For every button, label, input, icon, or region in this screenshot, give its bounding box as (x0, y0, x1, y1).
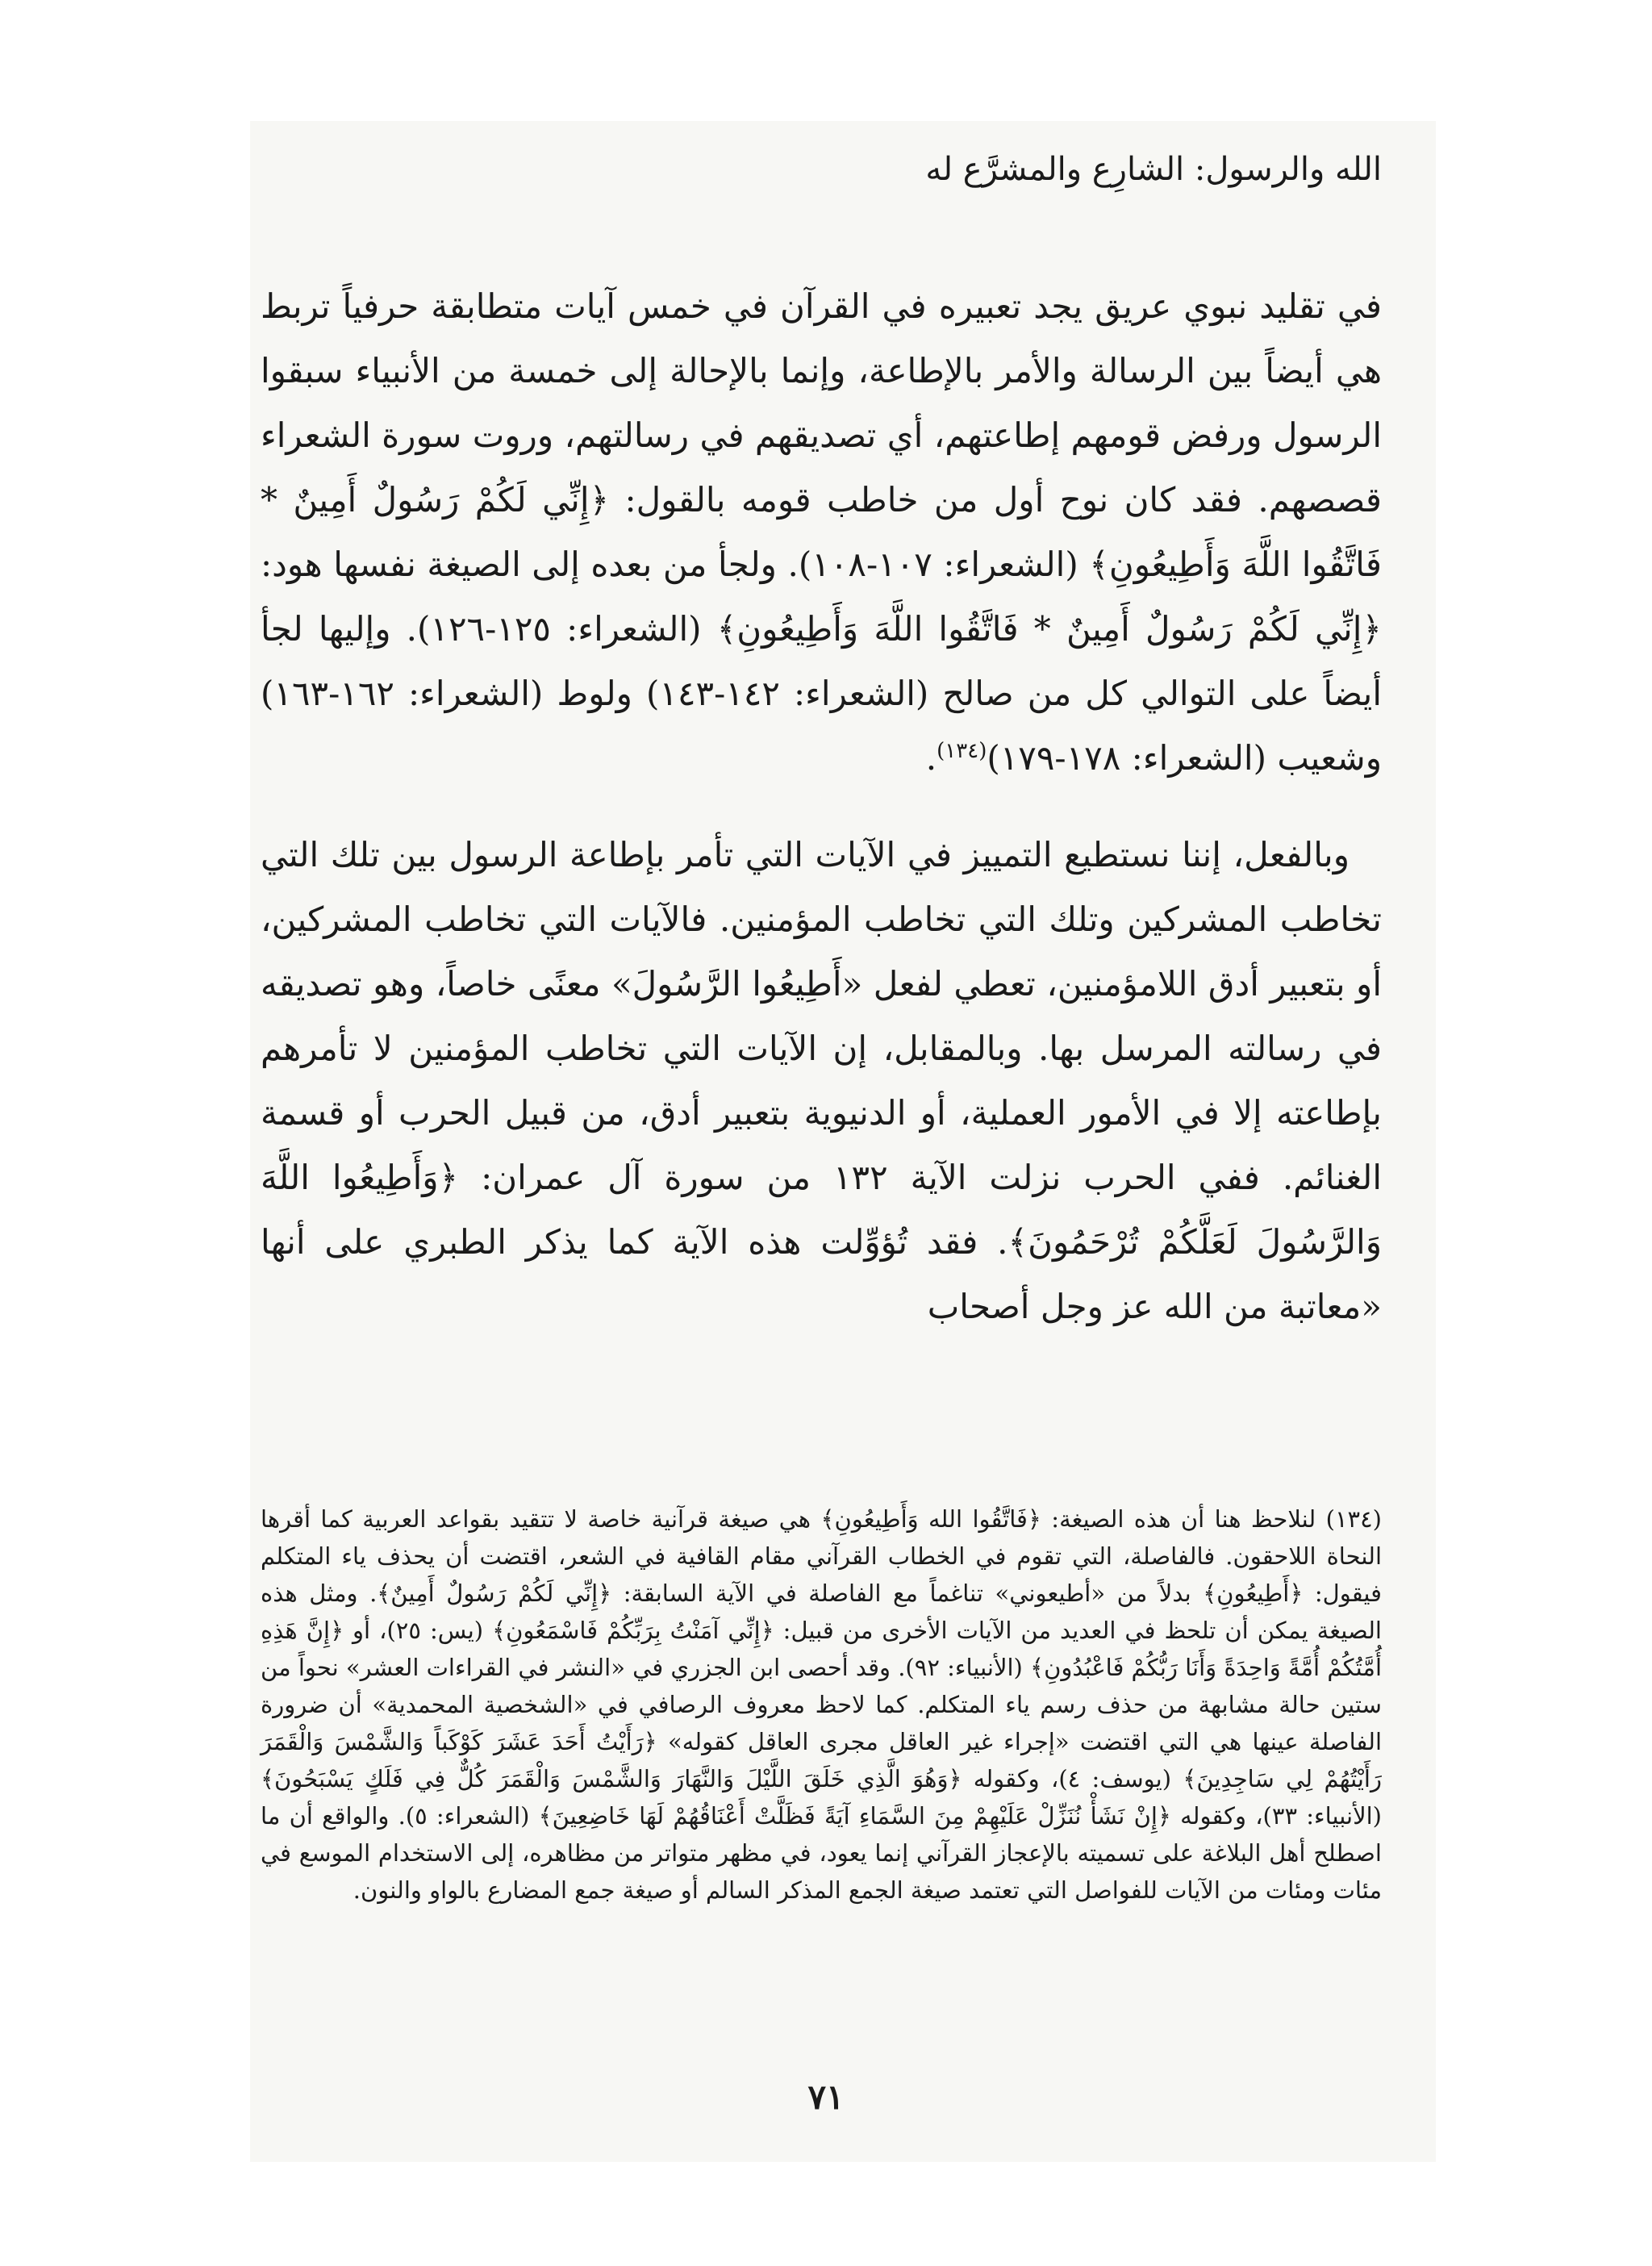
footnotes (261, 1500, 1382, 1909)
main-text (261, 274, 1382, 1339)
page-number: ٧١ (807, 2077, 845, 2117)
footnote: (١٣٤) لنلاحظ هنا أن هذه الصيغة: ﴿فَاتَّقُوا الله وَأَطِيعُونِ﴾ هي صيغة قرآنية خاصة لا تتقيد بقواعد العربية كما أقرها النحاة اللاحقون. فالفاصلة، التي تقوم في الخطاب القرآني مقام القافية في الشعر، اقتضت أن يحذف ياء المتكلم فيقول: ﴿أَطِيعُونِ﴾ بدلاً من «أطيعوني» تناغماً مع الفاصلة في الآية السابقة: ﴿إِنِّي لَكُمْ رَسُولٌ أَمِينٌ﴾. ومثل هذه الصيغة يمكن أن تلحظ في العديد من الآيات الأخرى من قبيل: ﴿إِنِّي آمَنْتُ بِرَبِّكُمْ فَاسْمَعُونِ﴾ (يس: ٢٥)، أو ﴿إِنَّ هَذِهِ أُمَّتُكُمْ أُمَّةً وَاحِدَةً وَأَنَا رَبُّكُمْ فَاعْبُدُونِ﴾ (الأنبياء: ٩٢). وقد أحصى ابن الجزري في «النشر في القراءات العشر» نحواً من ستين حالة مشابهة من حذف رسم ياء المتكلم. كما لاحظ معروف الرصافي في «الشخصية المحمدية» أن ضرورة الفاصلة عينها هي التي اقتضت «إجراء غير العاقل مجرى العاقل كقوله» ﴿رَأَيْتُ أَحَدَ عَشَرَ كَوْكَباً وَالشَّمْسَ وَالْقَمَرَ رَأَيْتُهُمْ لِي سَاجِدِينَ﴾ (يوسف: ٤)، وكقوله ﴿وَهُوَ الَّذِي خَلَقَ اللَّيْلَ وَالنَّهَارَ وَالشَّمْسَ وَالْقَمَرَ كُلٌّ فِي فَلَكٍ يَسْبَحُونَ﴾ (الأنبياء: ٣٣)، وكقوله ﴿إِنْ نَشَأْ نُنَزِّلْ عَلَيْهِمْ مِنَ السَّمَاءِ آيَةً فَظَلَّتْ أَعْنَاقُهُمْ لَهَا خَاضِعِينَ﴾ (الشعراء: ٥). والواقع أن ما اصطلح أهل البلاغة على تسميته بالإعجاز القرآني إنما يعود، في مظهر متواتر من مظاهره، إلى الاستخدام الموسع في مئات ومئات من الآيات للفواصل التي تعتمد صيغة الجمع المذكر السالم أو صيغة جمع المضارع بالواو والنون. (261, 1505, 1382, 1904)
paragraph-text: في تقليد نبوي عريق يجد تعبيره في القرآن في خمس آيات متطابقة حرفياً تربط هي أيضاً بين الرسالة والأمر بالإطاعة، وإنما بالإحالة إلى خمسة من الأنبياء سبقوا الرسول ورفض قومهم إطاعتهم، أي تصديقهم في رسالتهم، وروت سورة الشعراء قصصهم. فقد كان نوح أول من خاطب قومه بالقول: ﴿إِنِّي لَكُمْ رَسُولٌ أَمِينٌ * فَاتَّقُوا اللَّهَ وَأَطِيعُونِ﴾ (الشعراء: ١٠٧-١٠٨). ولجأ من بعده إلى الصيغة نفسها هود: ﴿إِنِّي لَكُمْ رَسُولٌ أَمِينٌ * فَاتَّقُوا اللَّهَ وَأَطِيعُونِ﴾ (الشعراء: ١٢٥-١٢٦). وإليها لجأ أيضاً على التوالي كل من صالح (الشعراء: ١٤٢-١٤٣) ولوط (الشعراء: ١٦٢-١٦٣) وشعيب (الشعراء: ١٧٨-١٧٩) (261, 286, 1382, 778)
paragraph-end: . (925, 738, 937, 778)
running-header: الله والرسول: الشارِع والمشرَّع له (925, 151, 1382, 188)
paragraph: وبالفعل، إننا نستطيع التمييز في الآيات التي تأمر بإطاعة الرسول بين تلك التي تخاطب المشركين وتلك التي تخاطب المؤمنين. فالآيات التي تخاطب المشركين، أو بتعبير أدق اللامؤمنين، تعطي لفعل «أَطِيعُوا الرَّسُولَ» معنًى خاصاً، وهو تصديقه في رسالته المرسل بها. وبالمقابل، إن الآيات التي تخاطب المؤمنين لا تأمرهم بإطاعته إلا في الأمور العملية، أو الدنيوية بتعبير أدق، من قبيل الحرب أو قسمة الغنائم. ففي الحرب نزلت الآية ١٣٢ من سورة آل عمران: ﴿وَأَطِيعُوا اللَّهَ وَالرَّسُولَ لَعَلَّكُمْ تُرْحَمُونَ﴾. فقد تُؤوِّلت هذه الآية كما يذكر الطبري على أنها «معاتبة من الله عز وجل أصحاب (261, 835, 1383, 1326)
paragraph (261, 274, 1382, 791)
footnote-reference: (١٣٤) (937, 739, 987, 763)
